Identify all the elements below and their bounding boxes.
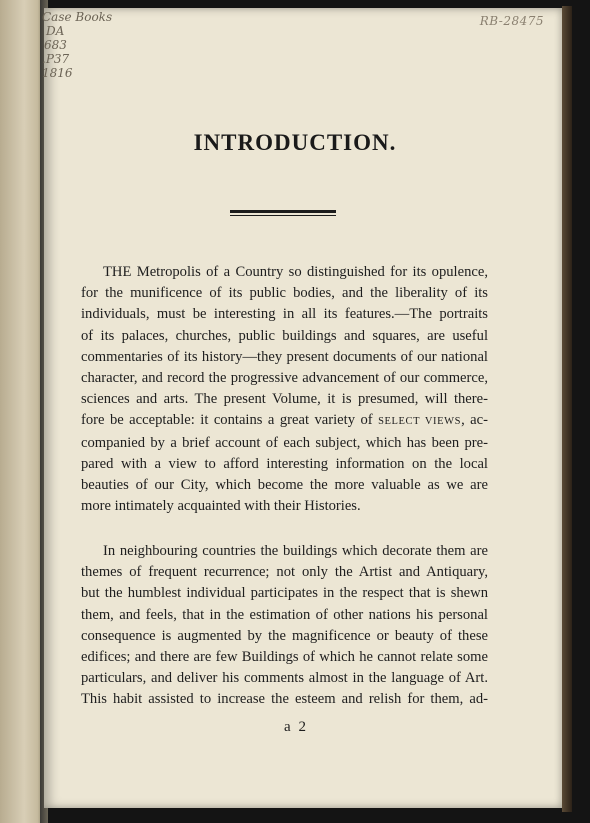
title-rule: [230, 210, 336, 217]
text-line: particulars, and deliver his comments almost in the language of Art.: [81, 670, 488, 687]
text-line: of its palaces, churches, public buildings and squares, are useful: [81, 327, 488, 344]
rule-thick: [230, 210, 336, 213]
facing-page-edge: [0, 0, 44, 823]
text-line: pared with a view to afford interesting information on the local: [81, 455, 488, 472]
text-line: commentaries of its history—they present documents of our national: [81, 348, 488, 365]
text-line: beauties of our City, which become the more valuable as we are: [81, 477, 488, 494]
shelfmark-line: 683: [44, 38, 67, 52]
shelfmark-line: DA: [46, 24, 65, 38]
rule-thin: [230, 215, 336, 216]
text-line: individuals, must be interesting in all its features.—The portraits: [81, 306, 488, 323]
text-run: fore be acceptable: it contains a great variety of: [81, 412, 379, 429]
text-line: [81, 410, 488, 432]
accession-number: RB-28475: [479, 14, 544, 28]
shelfmark-annotation: [42, 10, 122, 80]
text-line: for the munificence of its public bodies, and the liberality of its: [81, 285, 488, 302]
shelfmark-line: Case Books: [42, 10, 113, 24]
page-edge-right: [562, 6, 572, 812]
text-line: companied by a brief account of each subject, which has been pre-: [81, 434, 488, 451]
text-line: character, and record the progressive advancement of our commerce,: [81, 370, 488, 387]
text-line: but the humblest individual participates in the respect that is shewn: [81, 585, 488, 602]
text-line: consequence is augmented by the magnificence or beauty of these: [81, 627, 488, 644]
text-line: THE Metropolis of a Country so distinguished for its opulence,: [103, 264, 488, 280]
text-run: , ac-: [461, 412, 488, 429]
shelfmark-line: .P37: [42, 52, 70, 66]
paragraph-1: [81, 262, 488, 517]
text-line: more intimately acquainted with their Histories.: [81, 498, 361, 515]
text-line: This habit assisted to increase the esteem and relish for them, ad-: [81, 691, 488, 708]
text-line: sciences and arts. The present Volume, it is presumed, will there-: [81, 391, 488, 408]
text-line: them, and feels, that in the estimation of other nations his personal: [81, 606, 488, 623]
shelfmark-line: 1816: [42, 66, 73, 80]
text-line: In neighbouring countries the buildings which decorate them are: [103, 543, 488, 559]
text-line: edifices; and there are few Buildings of which he cannot relate some: [81, 649, 488, 666]
page-title: INTRODUCTION.: [193, 130, 397, 155]
signature-mark: a 2: [284, 719, 306, 735]
text-line: themes of frequent recurrence; not only the Artist and Antiquary,: [81, 564, 488, 581]
paragraph-2: [81, 541, 488, 711]
small-caps-run: SELECT VIEWS: [378, 416, 462, 428]
